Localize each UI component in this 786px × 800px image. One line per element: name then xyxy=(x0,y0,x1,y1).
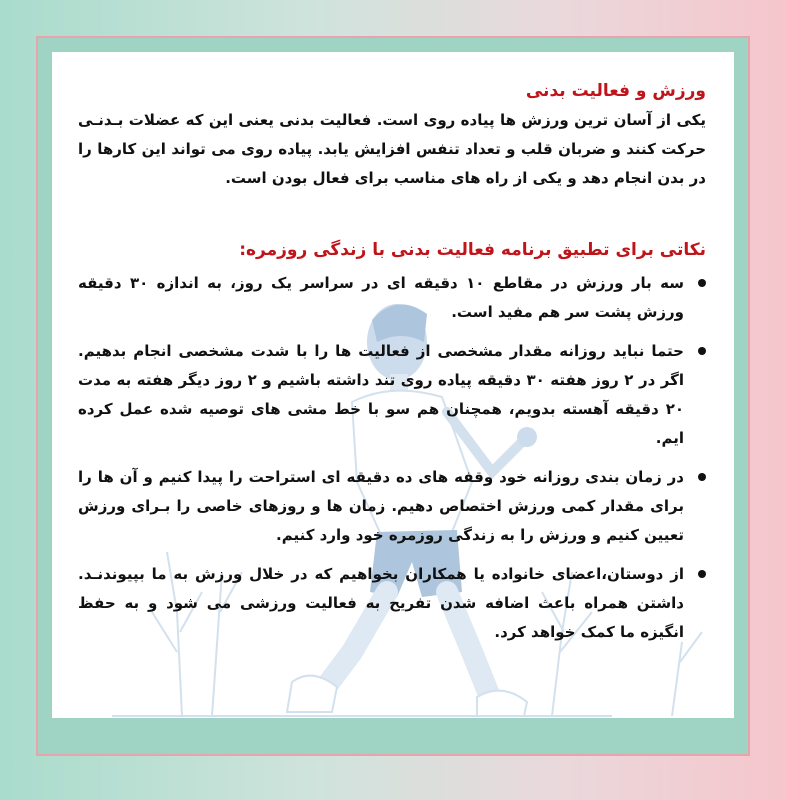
list-item-text: در زمان بندی روزانه خود وقفه های ده دقیقه ای استراحت را پیدا کنیم و آن ها را برای مقدار کمی ورزش اختصاص دهیم. زمان ها و روزهای خاصی را بـرای ورزش تعیین کنیم و ورزش را به زندگی روزمره خود وارد کنیم. xyxy=(78,468,684,544)
list-item xyxy=(78,463,684,550)
list-item xyxy=(78,337,684,453)
bullet-icon xyxy=(698,570,706,578)
content-card xyxy=(52,52,734,718)
list-item xyxy=(78,269,684,327)
article-content xyxy=(52,52,734,718)
bullet-icon xyxy=(698,347,706,355)
bullet-icon xyxy=(698,473,706,481)
list-item xyxy=(78,560,684,647)
intro-paragraph: یکی از آسان ترین ورزش ها پیاده روی است. فعالیت بدنی یعنی این که عضلات بـدنـی حرکت کنند و ضربان قلب و تعداد تنفس افزایش یابد. پیاده روی می تواند این کارها را در بدن انجام دهد و یکی از راه های مناسب برای فعال بودن است. xyxy=(78,111,706,187)
section-title-exercise: ورزش و فعالیت بدنی xyxy=(525,81,706,101)
section-title-tips: نکاتی برای تطبیق برنامه فعالیت بدنی با زندگی روزمره: xyxy=(239,240,706,260)
tips-list xyxy=(78,269,706,647)
list-item-text: از دوستان،اعضای خانواده یا همکاران بخواهیم که در خلال ورزش به ما بپیوندنـد. داشتن همراه باعث اضافه شدن تفریح به فعالیت ورزشی می شود و به حفظ انگیزه ما کمک خواهد کرد. xyxy=(78,565,684,641)
bullet-icon xyxy=(698,279,706,287)
list-item-text: سه بار ورزش در مقاطع ۱۰ دقیقه ای در سراسر یک روز، به اندازه ۳۰ دقیقه ورزش پشت سر هم مفید است. xyxy=(78,274,684,321)
list-item-text: حتما نباید روزانه مقدار مشخصی از فعالیت ها را با شدت مشخصی انجام بدهیم. اگر در ۲ روز هفته ۳۰ دقیقه پیاده روی تند داشته باشیم و ۲ روز دیگر هفته به مدت ۲۰ دقیقه آهسته بدویم، همچنان هم سو با خط مشی های توصیه شده عمل کرده ایم. xyxy=(78,342,684,447)
